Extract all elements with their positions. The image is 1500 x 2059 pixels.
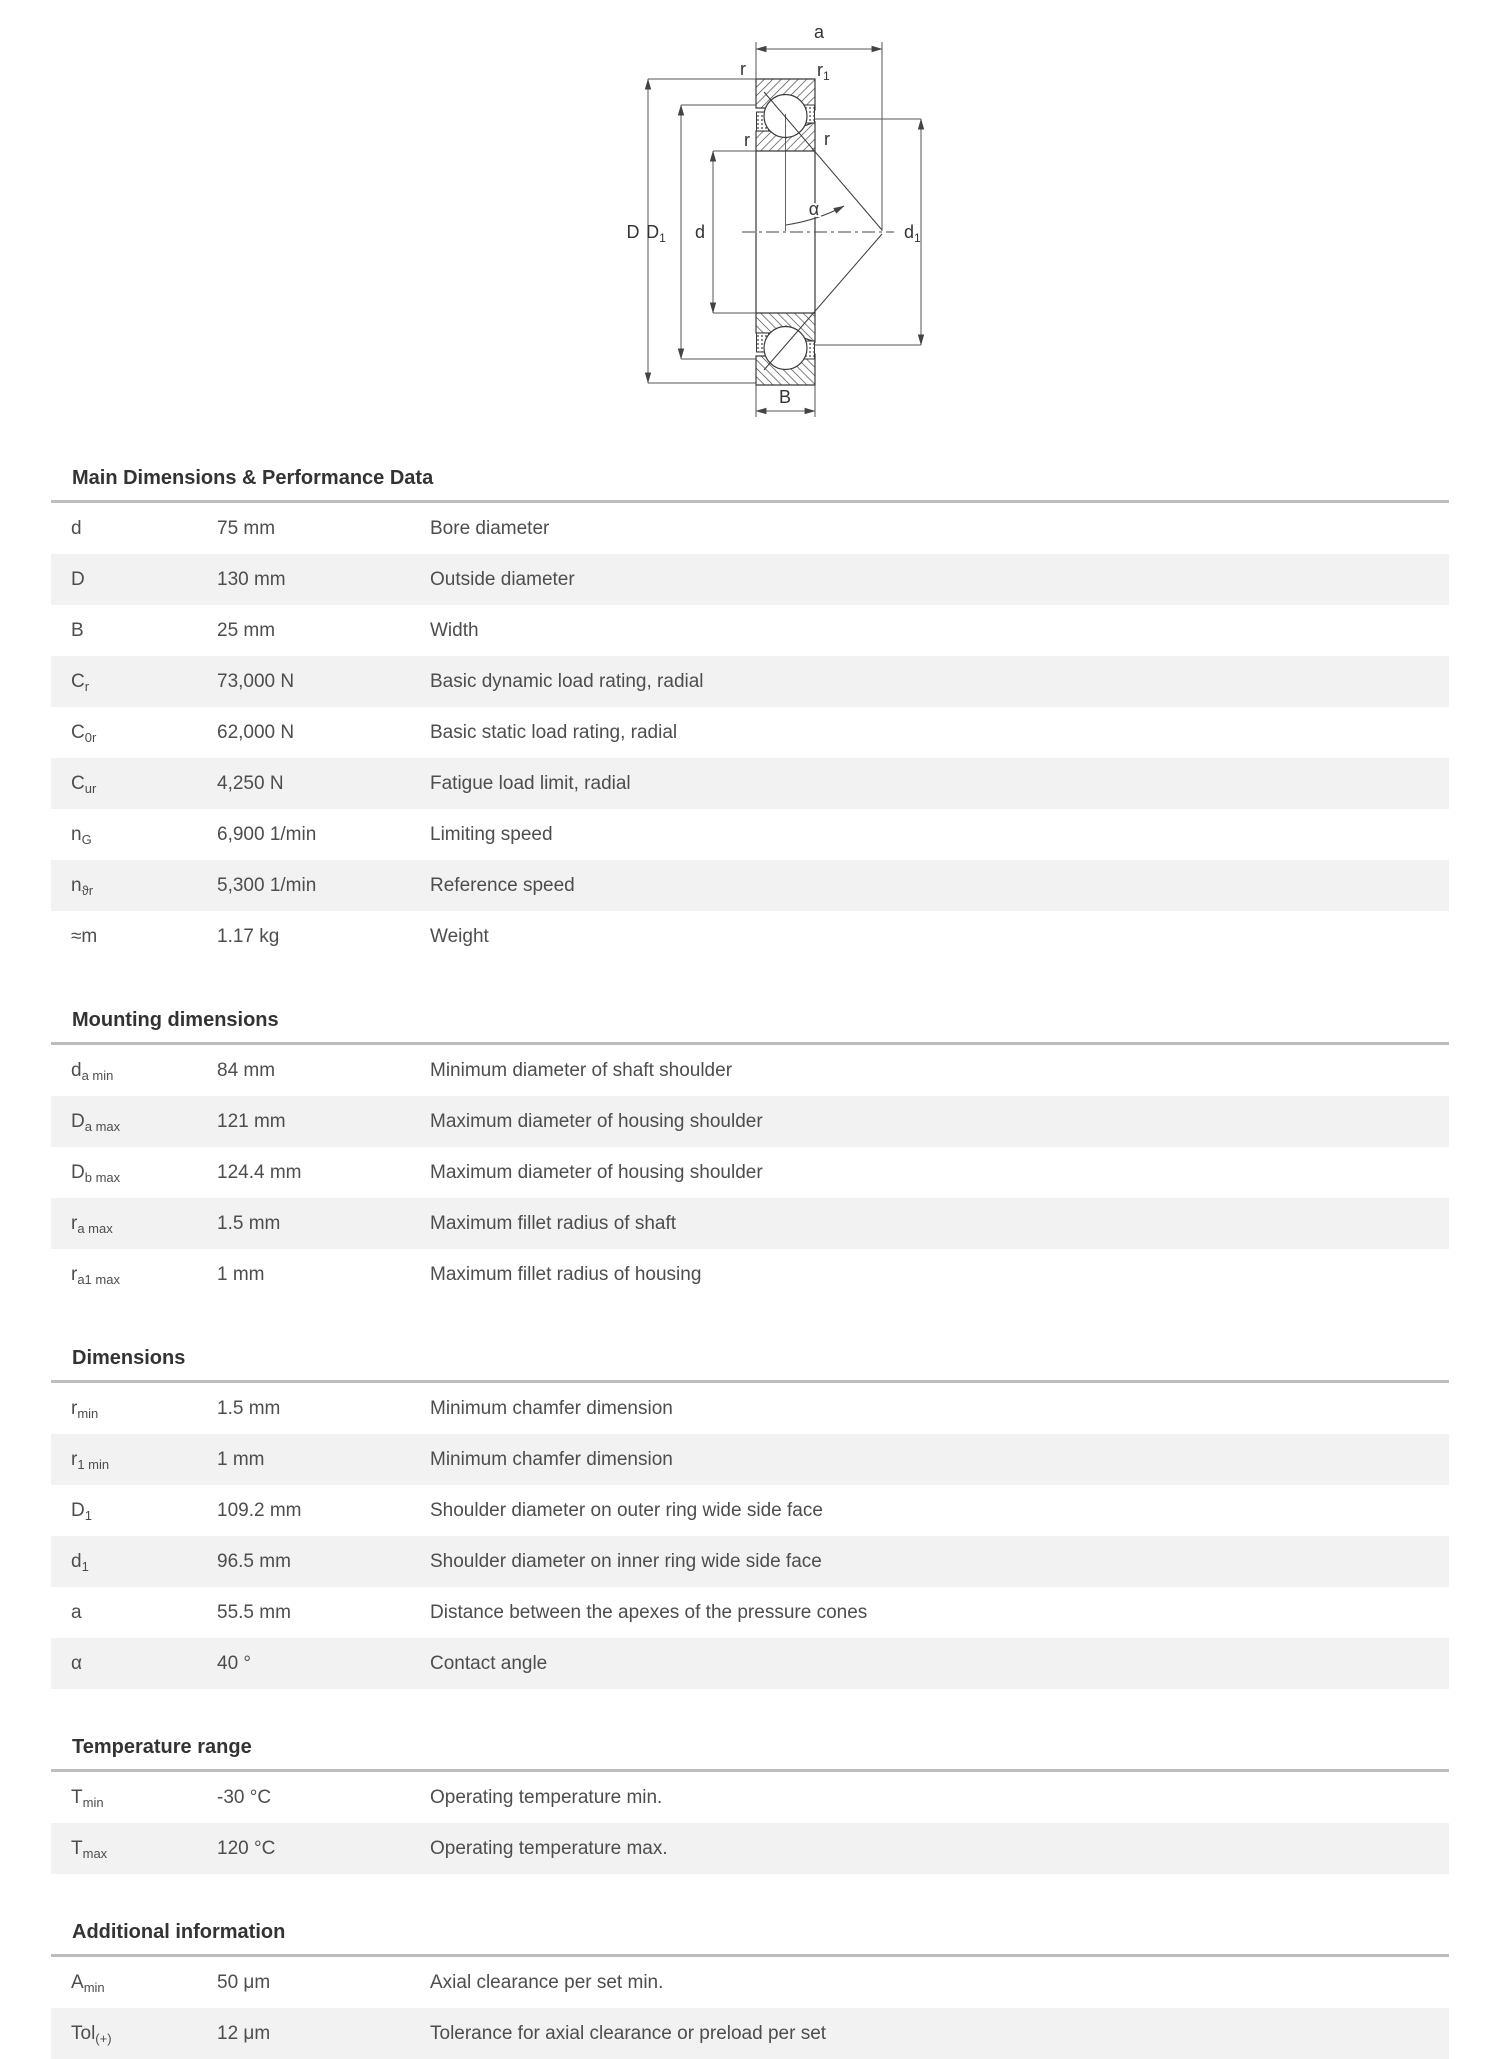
table-row (51, 1823, 1449, 1874)
row-symbol (71, 1449, 217, 1471)
row-value: 1 mm (217, 1263, 265, 1285)
dim-label-r1: $r_1$ (817, 60, 830, 83)
bearing-section-bottom (756, 313, 815, 385)
row-value: 1 mm (217, 1448, 265, 1470)
row-value: 130 mm (217, 568, 286, 590)
table-row (51, 1434, 1449, 1485)
row-symbol-base: r (71, 1448, 78, 1470)
section-rows (51, 1383, 1449, 1689)
row-value: 96.5 mm (217, 1550, 291, 1572)
row-desc: Limiting speed (430, 823, 553, 845)
row-symbol (71, 824, 217, 846)
row-desc: Operating temperature max. (430, 1837, 668, 1859)
row-value: 4,250 N (217, 772, 284, 794)
row-symbol-sub: ur (84, 780, 97, 796)
section-rows (51, 1957, 1449, 2059)
row-symbol-base: C (71, 721, 85, 743)
row-desc: Maximum fillet radius of housing (430, 1263, 702, 1285)
row-symbol-base: r (71, 1263, 78, 1285)
row-symbol-sub: 1 min (77, 1456, 110, 1472)
dim-label-a: a (813, 22, 825, 42)
row-symbol-base: C (71, 772, 85, 794)
dim-label-d: d (694, 222, 706, 242)
table-row (51, 1045, 1449, 1096)
table-row (51, 2008, 1449, 2059)
row-symbol-sub: 0r (84, 729, 97, 745)
row-value: 75 mm (217, 517, 276, 539)
section-title: Mounting dimensions (72, 1009, 279, 1031)
row-symbol (71, 1653, 217, 1675)
table-row (51, 1147, 1449, 1198)
row-value: 25 mm (217, 619, 276, 641)
table-row (51, 809, 1449, 860)
row-symbol-sub: (+) (95, 2030, 112, 2046)
row-value: 50 μm (217, 1971, 271, 1993)
dim-label-r-mid-right: r (824, 129, 830, 149)
row-symbol-sub: a max (84, 1118, 121, 1134)
row-symbol-sub: r (84, 678, 90, 694)
bearing-diagram (40, 16, 1460, 450)
row-symbol-sub: b max (84, 1169, 121, 1185)
row-desc: Reference speed (430, 874, 575, 896)
row-symbol (71, 1213, 217, 1235)
row-desc: Width (430, 619, 479, 641)
section-title: Temperature range (72, 1736, 252, 1758)
section-rows (51, 1045, 1449, 1300)
table-row (51, 860, 1449, 911)
row-symbol (71, 1838, 217, 1860)
row-desc: Outside diameter (430, 568, 575, 590)
row-desc: Tolerance for axial clearance or preload per set (430, 2022, 827, 2044)
row-desc: Minimum chamfer dimension (430, 1397, 673, 1419)
row-desc: Minimum chamfer dimension (430, 1448, 673, 1470)
row-symbol-sub: max (82, 1845, 108, 1861)
dim-label-D1: $D_1$ (646, 222, 666, 245)
row-symbol-base: r (71, 1397, 78, 1419)
row-symbol-sub: min (83, 1979, 105, 1995)
row-desc: Axial clearance per set min. (430, 1971, 664, 1993)
row-desc: Maximum diameter of housing shoulder (430, 1161, 763, 1183)
spec-section (51, 1346, 1449, 1689)
row-symbol-base: B (71, 619, 84, 641)
row-symbol-base: C (71, 670, 85, 692)
table-row (51, 1383, 1449, 1434)
row-value: 121 mm (217, 1110, 286, 1132)
row-desc: Maximum diameter of housing shoulder (430, 1110, 763, 1132)
row-symbol-base: D (71, 1110, 85, 1132)
table-row (51, 758, 1449, 809)
table-row (51, 1485, 1449, 1536)
row-symbol-base: d (71, 1550, 82, 1572)
row-value: 84 mm (217, 1059, 276, 1081)
dim-label-D: D (626, 222, 640, 242)
table-row (51, 1249, 1449, 1300)
dim-label-alpha: α (808, 199, 820, 219)
spec-section (51, 1735, 1449, 1874)
row-symbol-sub: 1 (84, 1507, 92, 1523)
row-desc: Basic static load rating, radial (430, 721, 678, 743)
table-row (51, 1198, 1449, 1249)
row-symbol-base: n (71, 874, 82, 896)
spec-section (51, 1920, 1449, 2059)
row-symbol-sub: a min (81, 1067, 114, 1083)
row-symbol (71, 2023, 217, 2045)
section-title: Dimensions (72, 1347, 186, 1369)
table-row (51, 656, 1449, 707)
row-symbol-base: d (71, 517, 82, 539)
row-value: 12 μm (217, 2022, 271, 2044)
table-row (51, 1587, 1449, 1638)
row-symbol-sub: 1 (81, 1558, 89, 1574)
row-symbol-sub: a1 max (77, 1271, 120, 1287)
row-value: 120 °C (217, 1837, 276, 1859)
dim-label-r-mid-left: r (744, 130, 750, 150)
table-row (51, 605, 1449, 656)
row-value: 124.4 mm (217, 1161, 302, 1183)
table-row (51, 707, 1449, 758)
row-desc: Minimum diameter of shaft shoulder (430, 1059, 733, 1081)
row-symbol (71, 722, 217, 744)
row-symbol (71, 569, 217, 591)
row-symbol-base: D (71, 1161, 85, 1183)
row-symbol (71, 620, 217, 642)
row-symbol-base: Tol (71, 2022, 96, 2044)
row-symbol (71, 1972, 217, 1994)
table-row (51, 1096, 1449, 1147)
row-value: 40 ° (217, 1652, 252, 1674)
section-rows (51, 1772, 1449, 1874)
row-symbol (71, 926, 217, 948)
spec-section (51, 466, 1449, 962)
table-row (51, 1536, 1449, 1587)
row-symbol-base: ≈m (71, 925, 98, 947)
spec-sections (51, 466, 1449, 2059)
section-title: Additional information (72, 1921, 286, 1943)
row-symbol (71, 1264, 217, 1286)
row-symbol (71, 1500, 217, 1522)
row-desc: Shoulder diameter on inner ring wide side face (430, 1550, 822, 1572)
datasheet-page (0, 16, 1500, 2049)
bearing-cross-section (596, 18, 941, 430)
row-symbol-base: A (71, 1971, 84, 1993)
row-value: -30 °C (217, 1786, 272, 1808)
table-row (51, 554, 1449, 605)
row-symbol (71, 1162, 217, 1184)
row-value: 6,900 1/min (217, 823, 317, 845)
row-symbol (71, 1602, 217, 1624)
row-desc: Fatigue load limit, radial (430, 772, 631, 794)
row-symbol-sub: min (77, 1405, 99, 1421)
row-symbol-base: r (71, 1212, 78, 1234)
table-row (51, 503, 1449, 554)
row-symbol (71, 1787, 217, 1809)
row-symbol-base: α (71, 1652, 82, 1674)
row-symbol (71, 773, 217, 795)
row-symbol-base: T (71, 1786, 83, 1808)
row-symbol (71, 1551, 217, 1573)
table-row (51, 911, 1449, 962)
row-symbol-base: d (71, 1059, 82, 1081)
dim-label-r-top-left: r (740, 59, 746, 79)
row-symbol-sub: G (81, 831, 92, 847)
row-symbol-base: D (71, 568, 85, 590)
row-symbol (71, 1398, 217, 1420)
row-value: 1.17 kg (217, 925, 280, 947)
row-symbol (71, 1111, 217, 1133)
row-symbol-sub: a max (77, 1220, 113, 1236)
row-value: 109.2 mm (217, 1499, 302, 1521)
row-symbol-base: T (71, 1837, 83, 1859)
table-row (51, 1772, 1449, 1823)
table-row (51, 1957, 1449, 2008)
row-desc: Distance between the apexes of the pressure cones (430, 1601, 868, 1623)
table-row (51, 1638, 1449, 1689)
row-value: 1.5 mm (217, 1212, 281, 1234)
row-desc: Maximum fillet radius of shaft (430, 1212, 677, 1234)
row-symbol (71, 1060, 217, 1082)
row-value: 55.5 mm (217, 1601, 291, 1623)
dim-label-d1: $d_1$ (904, 222, 921, 245)
section-title: Main Dimensions & Performance Data (72, 467, 434, 489)
spec-section (51, 1008, 1449, 1300)
row-symbol-base: n (71, 823, 82, 845)
row-desc: Shoulder diameter on outer ring wide side face (430, 1499, 823, 1521)
row-desc: Weight (430, 925, 489, 947)
row-desc: Contact angle (430, 1652, 548, 1674)
row-value: 1.5 mm (217, 1397, 281, 1419)
row-symbol-sub: min (82, 1794, 104, 1810)
row-symbol-sub: ϑr (81, 882, 94, 898)
row-symbol-base: D (71, 1499, 85, 1521)
row-symbol (71, 875, 217, 897)
row-desc: Basic dynamic load rating, radial (430, 670, 704, 692)
row-value: 5,300 1/min (217, 874, 317, 896)
row-value: 73,000 N (217, 670, 295, 692)
row-desc: Bore diameter (430, 517, 550, 539)
row-symbol (71, 671, 217, 693)
row-desc: Operating temperature min. (430, 1786, 663, 1808)
section-rows (51, 503, 1449, 962)
dim-label-B: B (778, 387, 792, 407)
row-symbol (71, 518, 217, 540)
row-value: 62,000 N (217, 721, 295, 743)
row-symbol-base: a (71, 1601, 82, 1623)
